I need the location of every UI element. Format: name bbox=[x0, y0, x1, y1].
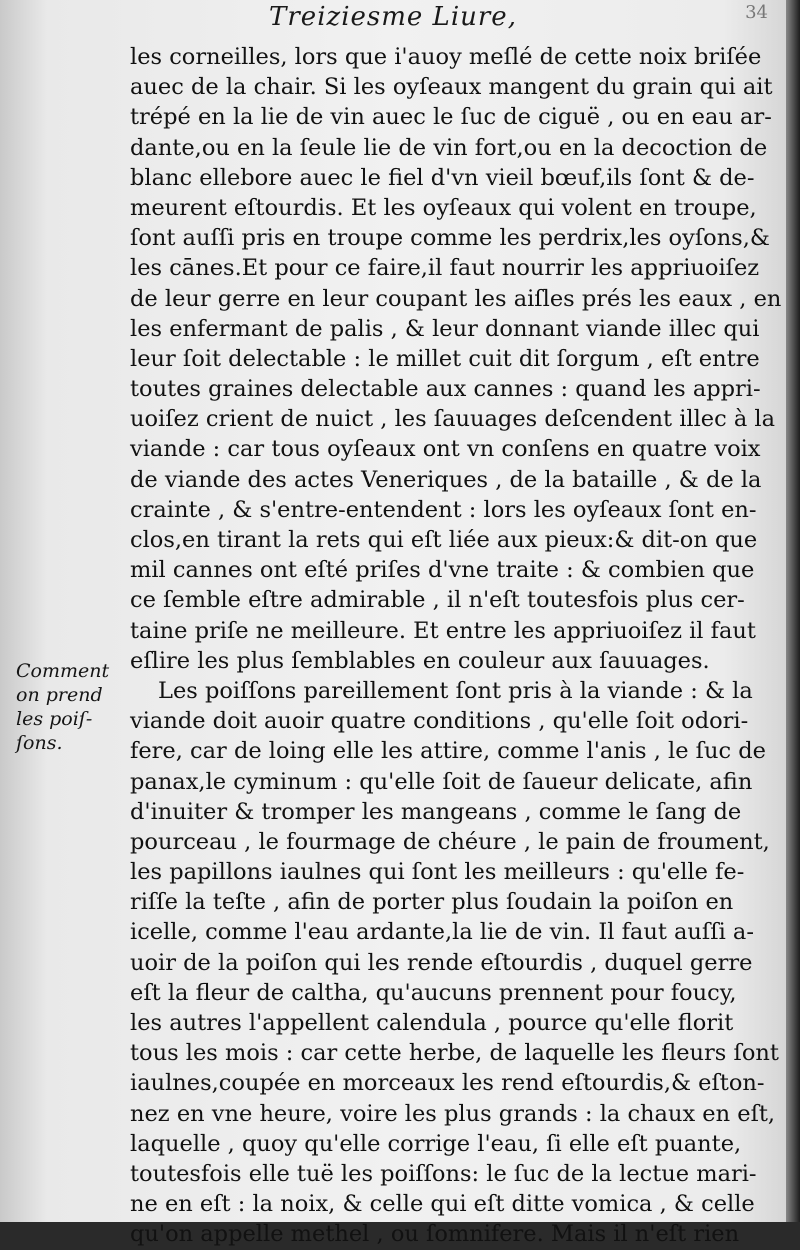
text-line: trépé en la lie de vin auec le ſuc de ciguë , ou en eau ar- bbox=[130, 104, 772, 131]
text-line: ne en eſt : la noix, & celle qui eſt ditte vomica , & celle bbox=[130, 1191, 755, 1218]
text-line: iaulnes,coupée en morceaux les rend eſtourdis,& eſton- bbox=[130, 1070, 765, 1097]
text-line: toutesfois elle tuë les poiſſons: le ſuc de la lectue mari- bbox=[130, 1160, 757, 1187]
margin-note bbox=[16, 659, 134, 755]
text-line: clos,en tirant la rets qui eſt liée aux pieux:& dit-on que bbox=[130, 527, 758, 553]
text-line: ſont auſſi pris en troupe comme les perdrix,les oyſons,& bbox=[130, 225, 770, 252]
text-line: icelle, comme l'eau ardante,la lie de vin. Il faut auſſi a- bbox=[130, 919, 754, 946]
text-line: taine priſe ne meilleure. Et entre les appriuoiſez il faut bbox=[130, 617, 756, 644]
text-line: laquelle , quoy qu'elle corrige l'eau, ſi elle eſt puante, bbox=[130, 1130, 742, 1157]
text-line: de viande des actes Veneriques , de la bataille , & de la bbox=[130, 466, 762, 493]
margin-note-line: Comment bbox=[16, 660, 110, 682]
text-line: riſſe la teſte , afin de porter plus ſoudain la poiſon en bbox=[130, 889, 734, 916]
text-line: les corneilles, lors que i'auoy meſlé de cette noix briſée bbox=[130, 44, 762, 70]
text-line: tous les mois : car cette herbe, de laquelle les fleurs ſont bbox=[130, 1040, 779, 1067]
margin-note-line: on prend bbox=[16, 684, 103, 706]
text-line: auec de la chair. Si les oyſeaux mangent du grain qui ait bbox=[130, 74, 773, 101]
text-line: crainte , & s'entre-entendent : lors les oyſeaux ſont en- bbox=[130, 496, 757, 523]
text-line: d'inuiter & tromper les mangeans , comme le ſang de bbox=[130, 798, 742, 825]
margin-note-line: les poiſ- bbox=[16, 708, 93, 730]
text-line: uoir de la poiſon qui les rende eſtourdis , duquel gerre bbox=[130, 949, 753, 976]
text-line: qu'on appelle methel , ou ſomnifere. Mais il n'eſt rien bbox=[130, 1221, 740, 1248]
text-line: eſt la fleur de caltha, qu'aucuns prennent pour foucy, bbox=[130, 979, 737, 1006]
text-line: les autres l'appellent calendula , pource qu'elle florit bbox=[130, 1010, 734, 1036]
text-line: panax,le cyminum : qu'elle ſoit de ſaueur delicate, afin bbox=[130, 768, 753, 795]
text-line: Les poiſſons pareillement ſont pris à la viande : & la bbox=[158, 677, 753, 704]
text-line: uoiſez crient de nuict , les ſauuages deſcendent illec à la bbox=[130, 406, 776, 433]
text-line: eſlire les plus ſemblables en couleur aux ſauuages. bbox=[130, 647, 710, 674]
page-number: 34 bbox=[745, 2, 768, 23]
text-line: les enfermant de palis , & leur donnant viande illec qui bbox=[130, 315, 760, 342]
text-line: blanc ellebore auec le fiel d'vn vieil bœuf,ils ſont & de- bbox=[130, 164, 755, 191]
binding-shadow bbox=[786, 0, 800, 1222]
text-line: viande doit auoir quatre conditions , qu'elle ſoit odori- bbox=[130, 708, 749, 735]
text-line: toutes graines delectable aux cannes : quand les appri- bbox=[130, 376, 761, 403]
text-line: nez en vne heure, voire les plus grands : la chaux en eſt, bbox=[130, 1100, 776, 1127]
margin-note-line: ſons. bbox=[16, 732, 63, 754]
running-title: Treiziesme Liure, bbox=[269, 2, 517, 32]
text-line: ce ſemble eſtre admirable , il n'eſt toutesfois plus cer- bbox=[130, 587, 745, 614]
text-line: leur ſoit delectable : le millet cuit dit ſorgum , eſt entre bbox=[130, 345, 760, 372]
text-line: les papillons iaulnes qui ſont les meilleurs : qu'elle fe- bbox=[130, 859, 745, 886]
text-line: pourceau , le fourmage de chéure , le pain de froument, bbox=[130, 828, 770, 855]
text-line: viande : car tous oyſeaux ont vn conſens en quatre voix bbox=[130, 436, 761, 463]
text-line: fere, car de loing elle les attire, comme l'anis , le ſuc de bbox=[130, 738, 766, 765]
text-line: meurent eſtourdis. Et les oyſeaux qui volent en troupe, bbox=[130, 194, 757, 221]
text-line: les cānes.Et pour ce faire,il faut nourrir les appriuoiſez bbox=[130, 255, 760, 282]
text-line: de leur gerre en leur coupant les aiſles prés les eaux , en bbox=[130, 285, 782, 312]
text-line: dante,ou en la ſeule lie de vin fort,ou en la decoction de bbox=[130, 134, 768, 161]
body-text bbox=[130, 42, 782, 1250]
text-line: mil cannes ont eſté priſes d'vne traite : & combien que bbox=[130, 557, 755, 584]
